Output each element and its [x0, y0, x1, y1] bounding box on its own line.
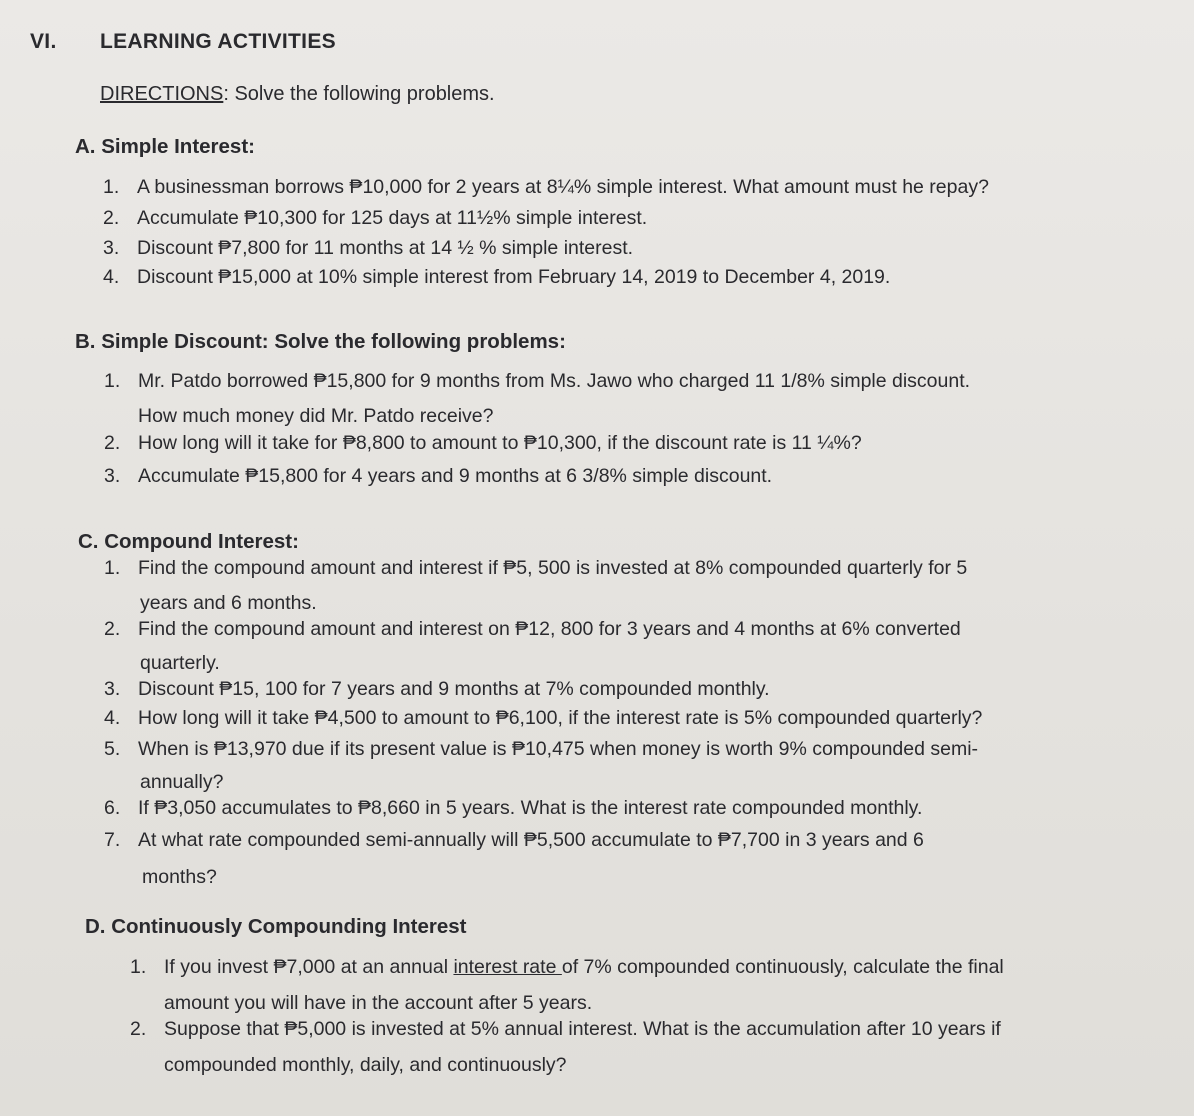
section-a-title: A. Simple Interest: — [75, 135, 255, 158]
section-a-item-4: 4. Discount ₱15,000 at 10% simple interest from February 14, 2019 to December 4, 2019. — [103, 266, 891, 288]
section-c-item-6: 6. If ₱3,050 accumulates to ₱8,660 in 5 years. What is the interest rate compounded monthly. — [104, 797, 923, 819]
section-c-item-2-cont: quarterly. — [140, 652, 220, 674]
section-c-item-7: 7. At what rate compounded semi-annually will ₱5,500 accumulate to ₱7,700 in 3 years and 6 — [104, 829, 924, 851]
directions — [100, 83, 495, 106]
section-b-item-2: 2. How long will it take for ₱8,800 to amount to ₱10,300, if the discount rate is 11 ¼%? — [104, 432, 862, 454]
section-c-item-5: 5. When is ₱13,970 due if its present value is ₱10,475 when money is worth 9% compounded semi- — [104, 738, 979, 760]
section-d-item-1: 1. If you invest ₱7,000 at an annual interest rate of 7% compounded continuously, calculate the final — [130, 956, 1004, 978]
section-c-item-7-cont: months? — [142, 866, 217, 888]
section-d-item-2: 2. Suppose that ₱5,000 is invested at 5% annual interest. What is the accumulation after 10 years if — [130, 1018, 1001, 1040]
section-a-item-2: 2. Accumulate ₱10,300 for 125 days at 11½% simple interest. — [103, 207, 648, 229]
section-c-item-5-cont: annually? — [140, 771, 224, 793]
directions-label: DIRECTIONS — [100, 83, 224, 105]
section-b-item-1-cont: How much money did Mr. Patdo receive? — [138, 405, 494, 427]
section-b-title: B. Simple Discount: Solve the following problems: — [75, 330, 566, 353]
section-d-item-1-cont: amount you will have in the account after 5 years. — [164, 992, 593, 1014]
header-number: VI. — [30, 30, 57, 53]
header-title: LEARNING ACTIVITIES — [100, 30, 336, 53]
section-d-title: D. Continuously Compounding Interest — [85, 915, 467, 938]
section-a-item-3: 3. Discount ₱7,800 for 11 months at 14 ½ % simple interest. — [103, 237, 634, 259]
section-c-item-1-cont: years and 6 months. — [140, 592, 317, 614]
section-b-item-1: 1. Mr. Patdo borrowed ₱15,800 for 9 months from Ms. Jawo who charged 11 1/8% simple discount. — [104, 370, 971, 392]
section-c-item-3: 3. Discount ₱15, 100 for 7 years and 9 months at 7% compounded monthly. — [104, 678, 770, 700]
section-b-item-3: 3. Accumulate ₱15,800 for 4 years and 9 months at 6 3/8% simple discount. — [104, 465, 773, 487]
section-c-item-4: 4. How long will it take ₱4,500 to amount to ₱6,100, if the interest rate is 5% compounded quarterly? — [104, 707, 983, 729]
section-d-item-2-cont: compounded monthly, daily, and continuously? — [164, 1054, 567, 1076]
section-c-item-1: 1. Find the compound amount and interest if ₱5, 500 is invested at 8% compounded quarterly for 5 — [104, 557, 968, 579]
section-a-item-1: 1. A businessman borrows ₱10,000 for 2 years at 8¼% simple interest. What amount must he repay? — [103, 176, 989, 198]
directions-text: : Solve the following problems. — [223, 83, 495, 105]
section-c-item-2: 2. Find the compound amount and interest on ₱12, 800 for 3 years and 4 months at 6% converted — [104, 618, 961, 640]
section-c-title: C. Compound Interest: — [78, 530, 299, 553]
